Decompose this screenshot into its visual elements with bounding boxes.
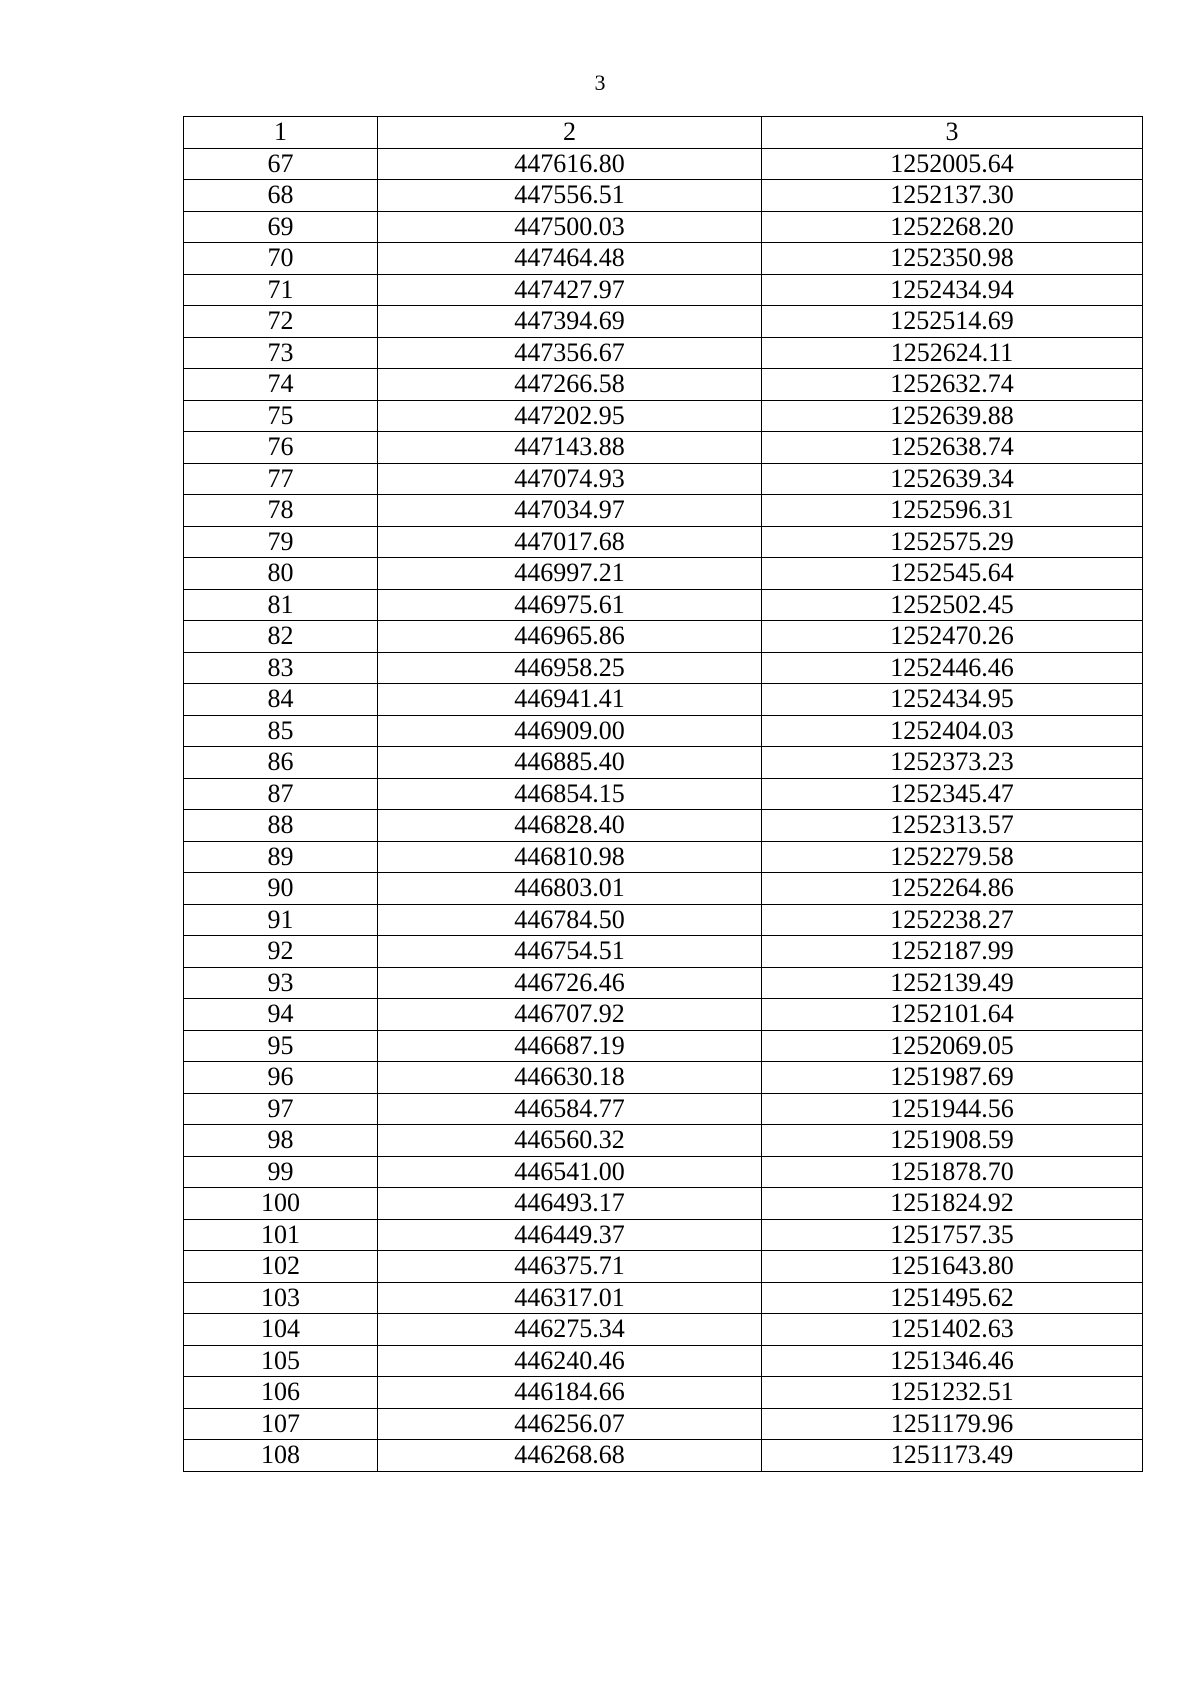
y-coordinate-cell: 1251179.96 [762,1408,1143,1440]
x-coordinate-cell: 447616.80 [378,148,762,180]
y-coordinate-cell: 1251173.49 [762,1440,1143,1472]
table-row [184,1440,1143,1472]
table-row [184,1345,1143,1377]
table-row [184,810,1143,842]
x-coordinate-cell: 446584.77 [378,1093,762,1125]
y-coordinate-cell: 1252238.27 [762,904,1143,936]
table-row [184,652,1143,684]
y-coordinate-cell: 1251495.62 [762,1282,1143,1314]
point-number-cell: 105 [184,1345,378,1377]
y-coordinate-cell: 1251232.51 [762,1377,1143,1409]
point-number-cell: 104 [184,1314,378,1346]
x-coordinate-cell: 446941.41 [378,684,762,716]
y-coordinate-cell: 1252187.99 [762,936,1143,968]
table-row [184,526,1143,558]
x-coordinate-cell: 446909.00 [378,715,762,747]
y-coordinate-cell: 1251878.70 [762,1156,1143,1188]
x-coordinate-cell: 446541.00 [378,1156,762,1188]
point-number-cell: 87 [184,778,378,810]
x-coordinate-cell: 446975.61 [378,589,762,621]
x-coordinate-cell: 447500.03 [378,211,762,243]
y-coordinate-cell: 1252373.23 [762,747,1143,779]
x-coordinate-cell: 446560.32 [378,1125,762,1157]
point-number-cell: 106 [184,1377,378,1409]
y-coordinate-cell: 1252639.88 [762,400,1143,432]
table-row [184,1125,1143,1157]
point-number-cell: 95 [184,1030,378,1062]
table-row [184,274,1143,306]
x-coordinate-cell: 446726.46 [378,967,762,999]
point-number-cell: 69 [184,211,378,243]
table-row [184,1377,1143,1409]
table-row [184,1030,1143,1062]
y-coordinate-cell: 1251908.59 [762,1125,1143,1157]
table-row [184,873,1143,905]
y-coordinate-cell: 1251987.69 [762,1062,1143,1094]
point-number-cell: 75 [184,400,378,432]
x-coordinate-cell: 446268.68 [378,1440,762,1472]
y-coordinate-cell: 1252268.20 [762,211,1143,243]
table-row [184,904,1143,936]
table-body [184,148,1143,1471]
point-number-cell: 102 [184,1251,378,1283]
y-coordinate-cell: 1252345.47 [762,778,1143,810]
y-coordinate-cell: 1252005.64 [762,148,1143,180]
point-number-cell: 96 [184,1062,378,1094]
table-row [184,967,1143,999]
x-coordinate-cell: 446275.34 [378,1314,762,1346]
table-row [184,778,1143,810]
x-coordinate-cell: 447017.68 [378,526,762,558]
x-coordinate-cell: 446784.50 [378,904,762,936]
table-row [184,715,1143,747]
y-coordinate-cell: 1252639.34 [762,463,1143,495]
x-coordinate-cell: 446965.86 [378,621,762,653]
point-number-cell: 83 [184,652,378,684]
x-coordinate-cell: 447074.93 [378,463,762,495]
x-coordinate-cell: 447034.97 [378,495,762,527]
table-row [184,211,1143,243]
x-coordinate-cell: 446803.01 [378,873,762,905]
point-number-cell: 88 [184,810,378,842]
table-row [184,841,1143,873]
point-number-cell: 103 [184,1282,378,1314]
table-row [184,558,1143,590]
point-number-cell: 81 [184,589,378,621]
x-coordinate-cell: 446754.51 [378,936,762,968]
point-number-cell: 98 [184,1125,378,1157]
point-number-cell: 73 [184,337,378,369]
table-row [184,1408,1143,1440]
table-row [184,684,1143,716]
y-coordinate-cell: 1252137.30 [762,180,1143,212]
point-number-cell: 68 [184,180,378,212]
coordinates-table [183,116,1143,1472]
x-coordinate-cell: 446630.18 [378,1062,762,1094]
y-coordinate-cell: 1251346.46 [762,1345,1143,1377]
column-header-2: 2 [378,117,762,149]
x-coordinate-cell: 446449.37 [378,1219,762,1251]
y-coordinate-cell: 1252502.45 [762,589,1143,621]
table-row [184,463,1143,495]
x-coordinate-cell: 446687.19 [378,1030,762,1062]
x-coordinate-cell: 446997.21 [378,558,762,590]
x-coordinate-cell: 446810.98 [378,841,762,873]
y-coordinate-cell: 1252069.05 [762,1030,1143,1062]
y-coordinate-cell: 1252545.64 [762,558,1143,590]
table-row [184,936,1143,968]
y-coordinate-cell: 1252264.86 [762,873,1143,905]
point-number-cell: 100 [184,1188,378,1220]
point-number-cell: 85 [184,715,378,747]
table-row [184,1062,1143,1094]
column-header-1: 1 [184,117,378,149]
point-number-cell: 67 [184,148,378,180]
y-coordinate-cell: 1251824.92 [762,1188,1143,1220]
point-number-cell: 101 [184,1219,378,1251]
point-number-cell: 93 [184,967,378,999]
x-coordinate-cell: 446885.40 [378,747,762,779]
table-row [184,1282,1143,1314]
y-coordinate-cell: 1252470.26 [762,621,1143,653]
x-coordinate-cell: 446375.71 [378,1251,762,1283]
y-coordinate-cell: 1251402.63 [762,1314,1143,1346]
point-number-cell: 76 [184,432,378,464]
point-number-cell: 79 [184,526,378,558]
y-coordinate-cell: 1252279.58 [762,841,1143,873]
point-number-cell: 70 [184,243,378,275]
table-row [184,1314,1143,1346]
y-coordinate-cell: 1252514.69 [762,306,1143,338]
point-number-cell: 91 [184,904,378,936]
y-coordinate-cell: 1251944.56 [762,1093,1143,1125]
x-coordinate-cell: 446256.07 [378,1408,762,1440]
column-header-3: 3 [762,117,1143,149]
x-coordinate-cell: 446958.25 [378,652,762,684]
table-row [184,1093,1143,1125]
x-coordinate-cell: 447266.58 [378,369,762,401]
x-coordinate-cell: 446707.92 [378,999,762,1031]
y-coordinate-cell: 1252434.95 [762,684,1143,716]
table-row [184,1219,1143,1251]
point-number-cell: 90 [184,873,378,905]
point-number-cell: 89 [184,841,378,873]
y-coordinate-cell: 1252638.74 [762,432,1143,464]
x-coordinate-cell: 447394.69 [378,306,762,338]
table-row [184,1188,1143,1220]
table-row [184,747,1143,779]
x-coordinate-cell: 446184.66 [378,1377,762,1409]
point-number-cell: 92 [184,936,378,968]
table-row [184,999,1143,1031]
table-row [184,243,1143,275]
table-row [184,1251,1143,1283]
table-row [184,306,1143,338]
y-coordinate-cell: 1251757.35 [762,1219,1143,1251]
x-coordinate-cell: 446828.40 [378,810,762,842]
y-coordinate-cell: 1252632.74 [762,369,1143,401]
y-coordinate-cell: 1251643.80 [762,1251,1143,1283]
point-number-cell: 78 [184,495,378,527]
x-coordinate-cell: 447202.95 [378,400,762,432]
point-number-cell: 77 [184,463,378,495]
x-coordinate-cell: 447556.51 [378,180,762,212]
table-row [184,1156,1143,1188]
x-coordinate-cell: 447427.97 [378,274,762,306]
y-coordinate-cell: 1252596.31 [762,495,1143,527]
x-coordinate-cell: 446493.17 [378,1188,762,1220]
table-row [184,148,1143,180]
table-row [184,369,1143,401]
y-coordinate-cell: 1252434.94 [762,274,1143,306]
point-number-cell: 94 [184,999,378,1031]
x-coordinate-cell: 446854.15 [378,778,762,810]
point-number-cell: 72 [184,306,378,338]
point-number-cell: 97 [184,1093,378,1125]
point-number-cell: 80 [184,558,378,590]
y-coordinate-cell: 1252624.11 [762,337,1143,369]
point-number-cell: 71 [184,274,378,306]
table-row [184,621,1143,653]
table-row [184,400,1143,432]
table-header-row [184,117,1143,149]
x-coordinate-cell: 446317.01 [378,1282,762,1314]
point-number-cell: 86 [184,747,378,779]
point-number-cell: 99 [184,1156,378,1188]
x-coordinate-cell: 447464.48 [378,243,762,275]
point-number-cell: 74 [184,369,378,401]
y-coordinate-cell: 1252446.46 [762,652,1143,684]
x-coordinate-cell: 447143.88 [378,432,762,464]
point-number-cell: 107 [184,1408,378,1440]
table-row [184,180,1143,212]
x-coordinate-cell: 447356.67 [378,337,762,369]
table-row [184,337,1143,369]
table-row [184,432,1143,464]
y-coordinate-cell: 1252404.03 [762,715,1143,747]
y-coordinate-cell: 1252350.98 [762,243,1143,275]
point-number-cell: 108 [184,1440,378,1472]
page-number: 3 [594,70,606,95]
table-row [184,495,1143,527]
y-coordinate-cell: 1252101.64 [762,999,1143,1031]
y-coordinate-cell: 1252575.29 [762,526,1143,558]
x-coordinate-cell: 446240.46 [378,1345,762,1377]
y-coordinate-cell: 1252313.57 [762,810,1143,842]
point-number-cell: 82 [184,621,378,653]
y-coordinate-cell: 1252139.49 [762,967,1143,999]
point-number-cell: 84 [184,684,378,716]
table-row [184,589,1143,621]
